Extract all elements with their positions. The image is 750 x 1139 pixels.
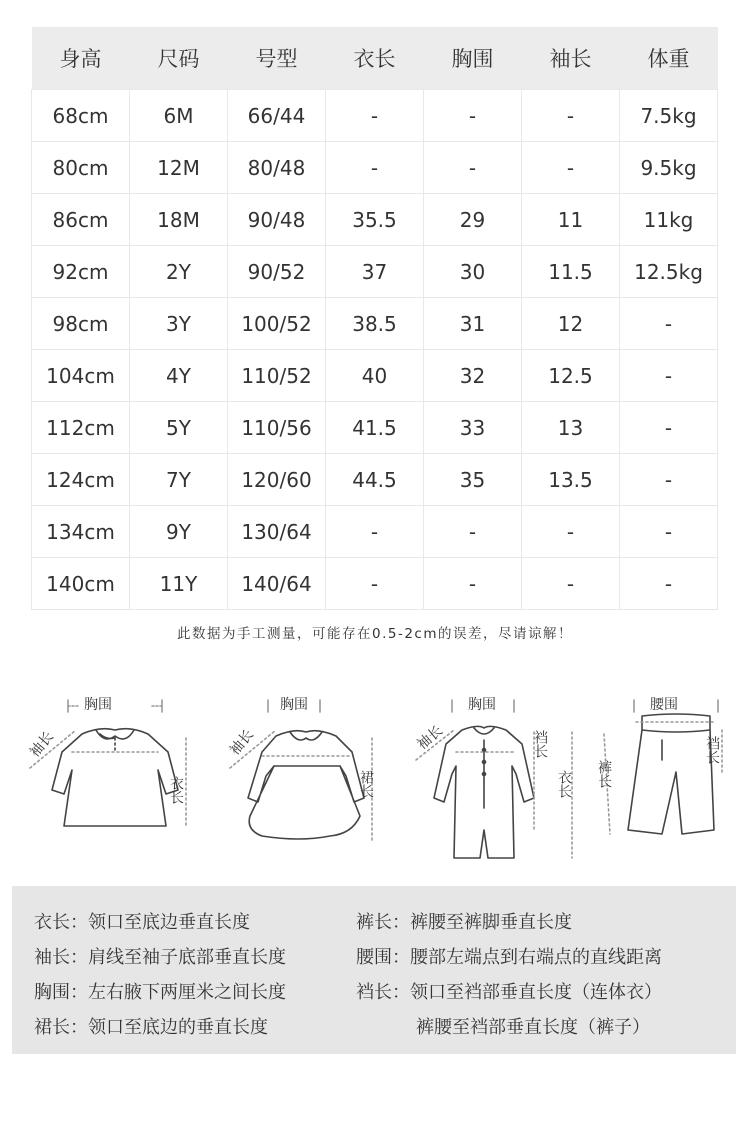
romper-length-label: 衣长 <box>556 770 572 798</box>
legend-item-crotch <box>356 978 662 1004</box>
legend-item-pants <box>356 908 572 934</box>
measurement-note: 此数据为手工测量，可能存在0.5-2cm的误差，尽请谅解！ <box>176 626 573 642</box>
legend-desc: 腰部左端点到右端点的直线距离 <box>410 947 662 968</box>
table-cell: 86cm <box>32 194 130 246</box>
header-sleeve: 袖长 <box>522 27 620 90</box>
table-cell: 12.5 <box>522 350 620 402</box>
table-cell: 41.5 <box>326 402 424 454</box>
pants-crotch-label: 裆长 <box>704 736 720 764</box>
blouse-length-label: 衣长 <box>168 776 184 804</box>
legend-desc: 左右腋下两厘米之间长度 <box>88 982 286 1003</box>
table-row <box>32 350 718 402</box>
table-row <box>32 506 718 558</box>
table-cell: 13 <box>522 402 620 454</box>
table-cell: - <box>620 298 718 350</box>
table-cell: 104cm <box>32 350 130 402</box>
measurement-diagrams <box>0 690 750 870</box>
table-cell: 13.5 <box>522 454 620 506</box>
header-size: 尺码 <box>130 27 228 90</box>
table-row <box>32 142 718 194</box>
legend-term: 裙长： <box>34 1017 88 1038</box>
table-cell: 110/52 <box>228 350 326 402</box>
table-cell: - <box>424 558 522 610</box>
legend-term: 腰围： <box>356 947 410 968</box>
table-cell: 110/56 <box>228 402 326 454</box>
header-weight: 体重 <box>620 27 718 90</box>
table-cell: 35 <box>424 454 522 506</box>
table-cell: 12.5kg <box>620 246 718 298</box>
table-cell: 5Y <box>130 402 228 454</box>
table-cell: 80cm <box>32 142 130 194</box>
table-cell: 4Y <box>130 350 228 402</box>
table-cell: 12 <box>522 298 620 350</box>
legend-desc: 裤腰至裆部垂直长度（裤子） <box>416 1017 650 1038</box>
table-cell: 35.5 <box>326 194 424 246</box>
pants-illustration <box>604 700 722 834</box>
table-cell: 100/52 <box>228 298 326 350</box>
table-cell: 11.5 <box>522 246 620 298</box>
legend-term: 裆长： <box>356 982 410 1003</box>
table-cell: 37 <box>326 246 424 298</box>
table-cell: 92cm <box>32 246 130 298</box>
table-cell: - <box>620 350 718 402</box>
table-cell: 7Y <box>130 454 228 506</box>
table-cell: - <box>522 506 620 558</box>
table-cell: 33 <box>424 402 522 454</box>
table-cell: 40 <box>326 350 424 402</box>
table-body <box>32 90 718 610</box>
table-cell: 29 <box>424 194 522 246</box>
dress-illustration <box>230 700 372 840</box>
table-cell: 30 <box>424 246 522 298</box>
measurement-legend <box>12 886 736 1054</box>
legend-desc: 领口至底边垂直长度 <box>88 912 250 933</box>
table-cell: 112cm <box>32 402 130 454</box>
table-cell: 2Y <box>130 246 228 298</box>
table-row <box>32 246 718 298</box>
blouse-illustration <box>30 700 186 826</box>
table-cell: - <box>424 142 522 194</box>
table-cell: - <box>522 142 620 194</box>
legend-item-chest <box>34 978 286 1004</box>
table-cell: - <box>620 506 718 558</box>
table-row <box>32 402 718 454</box>
legend-term: 袖长： <box>34 947 88 968</box>
table-cell: 140cm <box>32 558 130 610</box>
table-cell: - <box>326 142 424 194</box>
table-cell: - <box>620 402 718 454</box>
legend-desc: 领口至裆部垂直长度（连体衣） <box>410 982 662 1003</box>
legend-term: 衣长： <box>34 912 88 933</box>
legend-desc: 肩线至袖子底部垂直长度 <box>88 947 286 968</box>
table-cell: 68cm <box>32 90 130 142</box>
table-cell: 11Y <box>130 558 228 610</box>
table-cell: 31 <box>424 298 522 350</box>
legend-item-length <box>34 908 250 934</box>
table-cell: 80/48 <box>228 142 326 194</box>
table-cell: 90/48 <box>228 194 326 246</box>
legend-term: 裤长： <box>356 912 410 933</box>
header-model: 号型 <box>228 27 326 90</box>
table-cell: 134cm <box>32 506 130 558</box>
table-cell: - <box>424 506 522 558</box>
table-row <box>32 194 718 246</box>
table-cell: 124cm <box>32 454 130 506</box>
table-cell: 9.5kg <box>620 142 718 194</box>
dress-chest-label: 胸围 <box>280 697 308 713</box>
table-cell: 130/64 <box>228 506 326 558</box>
table-cell: 12M <box>130 142 228 194</box>
table-cell: 7.5kg <box>620 90 718 142</box>
table-cell: 32 <box>424 350 522 402</box>
table-cell: 38.5 <box>326 298 424 350</box>
dress-skirt-label: 裙长 <box>358 770 374 798</box>
romper-crotch-label: 裆长 <box>532 730 548 758</box>
legend-item-crotch-pants <box>416 1013 650 1039</box>
header-length: 衣长 <box>326 27 424 90</box>
legend-item-waist <box>356 943 662 969</box>
table-cell: 3Y <box>130 298 228 350</box>
table-row <box>32 298 718 350</box>
table-cell: 66/44 <box>228 90 326 142</box>
pants-length-label: 裤长 <box>596 760 612 788</box>
table-row <box>32 454 718 506</box>
table-cell: - <box>522 90 620 142</box>
legend-term: 胸围： <box>34 982 88 1003</box>
legend-desc: 领口至底边的垂直长度 <box>88 1017 268 1038</box>
table-cell: 44.5 <box>326 454 424 506</box>
table-cell: 98cm <box>32 298 130 350</box>
blouse-sleeve-label: 袖长 <box>26 728 58 761</box>
table-cell: 120/60 <box>228 454 326 506</box>
diagram-svg <box>0 690 750 870</box>
table-cell: - <box>620 558 718 610</box>
legend-desc: 裤腰至裤脚垂直长度 <box>410 912 572 933</box>
romper-sleeve-label: 袖长 <box>414 722 447 754</box>
table-cell: 90/52 <box>228 246 326 298</box>
table-cell: - <box>326 506 424 558</box>
table-cell: 18M <box>130 194 228 246</box>
header-height: 身高 <box>32 27 130 90</box>
table-row <box>32 558 718 610</box>
table-cell: - <box>424 90 522 142</box>
table-cell: - <box>326 558 424 610</box>
table-cell: - <box>326 90 424 142</box>
blouse-chest-label: 胸围 <box>84 697 112 713</box>
table-cell: - <box>522 558 620 610</box>
romper-chest-label: 胸围 <box>468 697 496 713</box>
size-table <box>31 27 718 610</box>
table-cell: 11 <box>522 194 620 246</box>
table-cell: 11kg <box>620 194 718 246</box>
table-cell: 6M <box>130 90 228 142</box>
header-chest: 胸围 <box>424 27 522 90</box>
table-row <box>32 90 718 142</box>
table-cell: - <box>620 454 718 506</box>
legend-item-skirt <box>34 1013 268 1039</box>
table-cell: 140/64 <box>228 558 326 610</box>
romper-illustration <box>416 700 572 858</box>
table-cell: 9Y <box>130 506 228 558</box>
table-header-row <box>32 27 718 90</box>
legend-item-sleeve <box>34 943 286 969</box>
dress-sleeve-label: 袖长 <box>226 726 258 759</box>
pants-waist-label: 腰围 <box>650 697 678 713</box>
